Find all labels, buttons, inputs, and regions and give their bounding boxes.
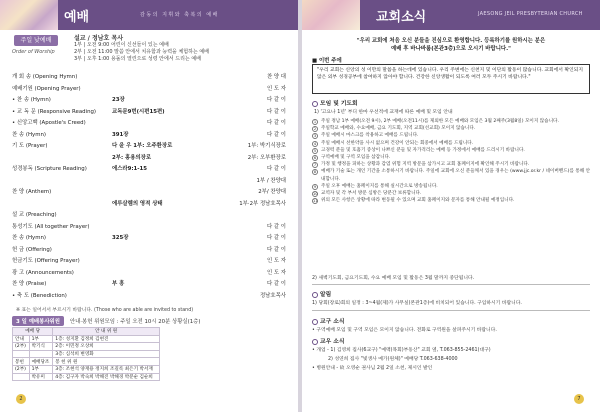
section-district-news [312, 316, 344, 325]
list-number-icon: 5 [313, 148, 317, 153]
district-news-line: • 구역예배 모임 및 구역 모임은 모이지 않습니다. 전화로 구역원을 살펴주시기 바랍니다. [312, 328, 497, 333]
order-item-leader: 다 같 이 [266, 131, 286, 138]
page-number: 2 [16, 394, 26, 404]
worship-order-row [12, 72, 290, 84]
list-number-icon: 9 [313, 184, 317, 189]
order-item-label: 찬 양 (Praise) [12, 281, 47, 287]
order-item-leader: 정남호목사 [259, 292, 286, 299]
divider [312, 310, 590, 311]
table-row [13, 343, 160, 351]
section-title: 교우 소식 [320, 339, 345, 345]
list-item-text: 고경력 분들 및 호흡기 증상이 나쁘신 분들 및 자가격리는 예배 등 가정에서 예배를 드리시기 바랍니다. [321, 147, 525, 153]
order-item-leader: 인 도 자 [266, 269, 286, 276]
member-news-line: 2) 성연희 집사 "빛생사 예가(원체)" 예배당 T.063-638-4000 [328, 357, 458, 362]
worship-order-row [12, 210, 290, 222]
section-meetings-sub: 1) '고요나 1년' 부디 한마 우선적에 교재에 따른 예배 및 모임 안내 [314, 110, 453, 115]
table-cell [13, 373, 30, 381]
worship-order-row [12, 107, 290, 119]
worship-order-row [12, 176, 290, 188]
worship-order-row [12, 245, 290, 257]
order-item-leader: 찬 양 대 [266, 74, 286, 80]
order-item-leader: 다 같 이 [266, 223, 286, 230]
worship-order-row [12, 118, 290, 130]
list-item [312, 118, 592, 125]
bullet-circle-icon [312, 292, 318, 298]
worship-order-row [12, 291, 290, 303]
standing-note: ※ 표는 일어서서 부르시기 바랍니다. (Those who are able are invited to stand) [16, 308, 194, 313]
list-number-icon: 3 [313, 134, 317, 139]
list-number-icon: 4 [313, 141, 317, 146]
table-cell: 3층: 조현석 양재용 정지희 조길록 최은기 박서재 [53, 365, 160, 373]
order-item-leader: 인 도 자 [266, 258, 286, 264]
order-item-leader: 다 같 이 [266, 235, 286, 241]
list-number-icon: 10 [313, 192, 318, 197]
right-header-subtitle: JAESONG JEIL PRESBYTERIAN CHURCH [478, 11, 583, 17]
order-item-leader: 다 같 이 [266, 97, 286, 103]
table-cell: 박유미 [29, 373, 53, 381]
list-item [312, 154, 592, 161]
table-cell: 3층: 심석희 변영화 [53, 350, 160, 358]
right-header [302, 0, 600, 30]
list-item-text: 구역예배 및 구역 모임을 삼갑니다. [321, 155, 391, 161]
service-volunteers-pill: 3 일 예배봉사위원 [12, 316, 64, 326]
list-item-text: 주일 정남 1부 예배(오전 9시), 2부 예배(오전11시)를 제외한 모든 예배와 모임은 3월 2째주(3월8일) 모이지 않습니다. [321, 119, 559, 124]
order-item-label: 헌 금 (Offering) [12, 246, 52, 253]
order-item-label: 기 도 (Prayer) [12, 143, 48, 149]
order-item-leader: 다 같 이 [266, 281, 286, 287]
order-item-label: 찬 송 (Hymn) [12, 235, 46, 241]
order-item-leader: 1부·2부 정남호목사 [239, 200, 286, 207]
right-page [302, 0, 600, 412]
list-item [312, 125, 592, 132]
order-item-detail: 다 윤 우 1부: 오주환장로 [112, 143, 173, 149]
worship-order-row [12, 95, 290, 107]
table-cell: 4층: 김구자 박숙희 박해진 박해경 박분순 김순희 [53, 373, 160, 381]
worship-order-row [12, 199, 290, 211]
table-cell: 봉 헌 위 원 [53, 358, 160, 366]
order-item-detail: 에루살렘의 영적 상태 [112, 200, 163, 207]
service-volunteers-heading [12, 316, 200, 326]
order-item-label: 통성기도 (All together Prayer) [12, 223, 90, 230]
list-number-icon: 11 [313, 199, 318, 204]
member-news-line: • 개업 - 1) 김영희 집사(6교구) "예맥(목회)부동산" 교회 옆, T.063-855-2461(대구) [312, 348, 491, 353]
list-item-text: 가정 및 행정을 피하는 상황과 감염 위험 지역 방문을 삼가시고 교회 홈페이지에 확인해 주시기 바랍니다. [321, 162, 530, 168]
table-cell: 1부 [29, 365, 53, 373]
page-number: 7 [574, 394, 584, 404]
section-title: 알림 [320, 292, 332, 298]
order-item-label: 예배기원 (Opening Prayer) [12, 85, 81, 92]
worship-tab-sub: Order of Worship [12, 49, 55, 55]
preacher-line: 설교 / 정남호 목사 [74, 35, 124, 42]
worship-order-row [12, 279, 290, 291]
bullet-circle-icon [312, 101, 318, 107]
order-item-detail: 23장 [112, 97, 125, 103]
bullet-circle-icon [312, 319, 318, 325]
order-item-label: • 찬 송 (Hymn) [12, 97, 51, 103]
order-item-leader: 다 같 이 [266, 120, 286, 126]
bullet-circle-icon [312, 339, 318, 345]
table-cell: (2부) [13, 365, 30, 373]
table-header: 안 내 위 원 [53, 328, 160, 336]
list-item [312, 140, 592, 147]
list-item-text: 교역자 및 각 부서 방문 심방은 당분간 보류합니다. [321, 191, 422, 197]
header-flower-photo [302, 0, 360, 30]
table-cell: 예배당조 [29, 358, 53, 366]
section-title: 모임 및 기도회 [320, 101, 358, 107]
table-cell [13, 350, 30, 358]
list-item-text: 주일 예배시 선한약을 사시 없으며 건강이 안되는 회중에서 예배를 드립니다. [321, 140, 474, 146]
order-item-detail: 에스라9:1-15 [112, 166, 148, 172]
list-number-icon: 2 [313, 127, 317, 132]
left-header-subtitle: 감동의 지휘와 축복의 예배 [140, 12, 219, 18]
table-cell: 2층: 이민정 오상희 [53, 343, 160, 351]
list-item [312, 197, 592, 204]
list-item [312, 190, 592, 197]
table-cell [29, 350, 53, 358]
order-item-label: • 신앙고백 (Apostle's Creed) [12, 120, 86, 126]
header-flower-photo [0, 0, 58, 30]
list-number-icon: 8 [313, 170, 317, 175]
worship-order-row [12, 164, 290, 176]
right-header-title: 교회소식 [376, 10, 427, 25]
order-item-leader: 다 같 이 [266, 246, 286, 253]
table-cell: 1층: 성지환 김정희 김현진 [53, 335, 160, 343]
worship-tab: 주일 낮예배 [14, 35, 58, 46]
order-item-detail: 391장 [112, 131, 129, 138]
service-volunteers-text: 안내·봉헌 위원모임 : 주일 오전 10시 20분 상황실(1층) [69, 319, 201, 325]
service-time-3: 3부 | 오후 1:00 용돌의 열린으로 성령 안에서 드리는 예배 [74, 56, 202, 62]
list-item-text: 위의 모든 사항은 상황에 따라 변동될 수 있으며 교회 홈페이지와 문자를 통해 안내될 예정입니다. [321, 198, 515, 204]
list-item-text: 주일 오후 예배는 홈페이지를 통해 실시간으로 방송됩니다. [321, 183, 438, 189]
list-item-text: 주일학교 예배와, 수요예배, 금요 기도회, 지역 교회(선교회) 모이지 않습니다. [321, 126, 476, 132]
dawn-prayer-note: 2) 새벽기도회, 금요기도회, 수요 예배 모임 및 활동은 3월 말까지 중단됩니다. [312, 276, 475, 281]
service-time-1: 1부 | 오전 9:00 어린이 신선들이 있는 예배 [74, 42, 169, 48]
order-item-label: 개 회 송 (Opening Hymn) [12, 74, 78, 80]
divider [312, 284, 590, 285]
table-row [13, 373, 160, 381]
volunteers-table [12, 327, 160, 381]
order-item-detail: 부 흥 [112, 281, 125, 287]
notice-box: "우리 교회는 신앙의 성 이만의 말씀을 하는데에 있습니다. 우리 주변에는 신천지 및 이단의 활동이 많습니다. 교회에서 확인되지 않은 외부 성경공부에 참여하지 않아야 합니다. 건강한 신앙생활이 되도록 여러 모두 주시기 바랍니다." [312, 64, 590, 94]
meeting-list [312, 118, 592, 204]
service-time-2: 2부 | 오전 11:00 말씀 안에서 치유함과 능력을 체험하는 예배 [74, 49, 210, 55]
order-item-label: 헌금기도 (Offering Prayer) [12, 258, 80, 264]
order-item-label: • 축 도 (Benediction) [12, 292, 67, 299]
order-item-leader: 2부/ 찬양대 [258, 189, 286, 195]
order-item-label: • 교 독 문 (Responsive Reading) [12, 108, 97, 115]
order-item-label: 설 교 (Preaching) [12, 212, 57, 218]
table-cell: 봉헌 [13, 358, 30, 366]
list-item-text: 주일 예배시 마스크를 착용하고 예배를 드립니다. [321, 133, 419, 139]
order-item-leader: 다 같 이 [266, 108, 286, 115]
member-news-line: • 병원안내 - 故 오영순 권사님 2월 2일 소천, 제시인 발인 [312, 366, 433, 371]
left-page [0, 0, 298, 412]
order-item-label: 성경봉독 (Scripture Reading) [12, 166, 87, 172]
order-item-leader: 1부: 박기식장로 [247, 143, 286, 149]
order-item-label: 광 고 (Announcements) [12, 269, 74, 276]
list-number-icon: 1 [313, 120, 317, 124]
list-item [312, 168, 592, 182]
notice-heading: ■ 이번 주에 [312, 58, 342, 64]
order-item-detail: 교독문9번(시편15편) [112, 108, 165, 115]
table-cell: 1부 [29, 335, 53, 343]
table-row [13, 350, 160, 358]
table-row [13, 335, 160, 343]
table-cell: (2부) [13, 343, 30, 351]
table-row [13, 358, 160, 366]
list-item [312, 132, 592, 139]
worship-order-row [12, 130, 290, 142]
order-item-detail: 325장 [112, 235, 129, 241]
left-header [0, 0, 298, 30]
order-of-worship [12, 72, 290, 302]
order-item-detail: 2부: 홍용의장로 [112, 154, 152, 161]
announcement-line: 1) 당회(장로)회의 일정 : 3~4월(제)가 사무실(본관1층)에 비치되어 있습니다. 구입하시기 바랍니다. [312, 301, 522, 306]
section-title: 교구 소식 [320, 319, 345, 325]
list-item-text: 예배가 기술 또는 개인 기간을 소통하시기 바랍니다. 주일에 교회에 오신 분들께서 있을 경우는 (www.jjc.or.kr / 네이버밴드)를 통해 안내합니다. [321, 169, 591, 182]
worship-order-row [12, 256, 290, 268]
table-cell: 안내 [13, 335, 30, 343]
worship-order-row [12, 141, 290, 153]
list-number-icon: 7 [313, 163, 317, 168]
service-times [74, 35, 209, 63]
worship-order-row [12, 187, 290, 199]
left-header-title: 예배 [64, 10, 90, 25]
worship-order-row [12, 268, 290, 280]
table-header: 예배 당 [13, 328, 53, 336]
order-item-label: 찬 양 (Anthem) [12, 189, 52, 195]
order-item-leader: 다 같 이 [266, 166, 286, 172]
table-cell: 박기식 [29, 343, 53, 351]
section-announcements [312, 289, 331, 298]
worship-order-row [12, 153, 290, 165]
order-item-label: 찬 송 (Hymn) [12, 131, 46, 138]
table-row [13, 365, 160, 373]
worship-order-row [12, 222, 290, 234]
list-item [312, 147, 592, 154]
welcome-message: "우리 교회에 처음 오신 분들을 진심으로 환영합니다. 등록하기를 원하시는 분은 예배 후 바나바룸(본관3층)으로 오시기 바랍니다." [356, 38, 546, 52]
order-item-leader: 인 도 자 [266, 85, 286, 92]
list-item [312, 183, 592, 190]
worship-order-row [12, 84, 290, 96]
list-number-icon: 6 [313, 156, 317, 161]
section-member-news [312, 336, 344, 345]
worship-order-row [12, 233, 290, 245]
list-item [312, 161, 592, 168]
section-meetings [312, 98, 358, 107]
order-item-leader: 1부 / 찬양대 [256, 177, 286, 184]
order-item-leader: 2부: 오부환장로 [247, 154, 286, 161]
